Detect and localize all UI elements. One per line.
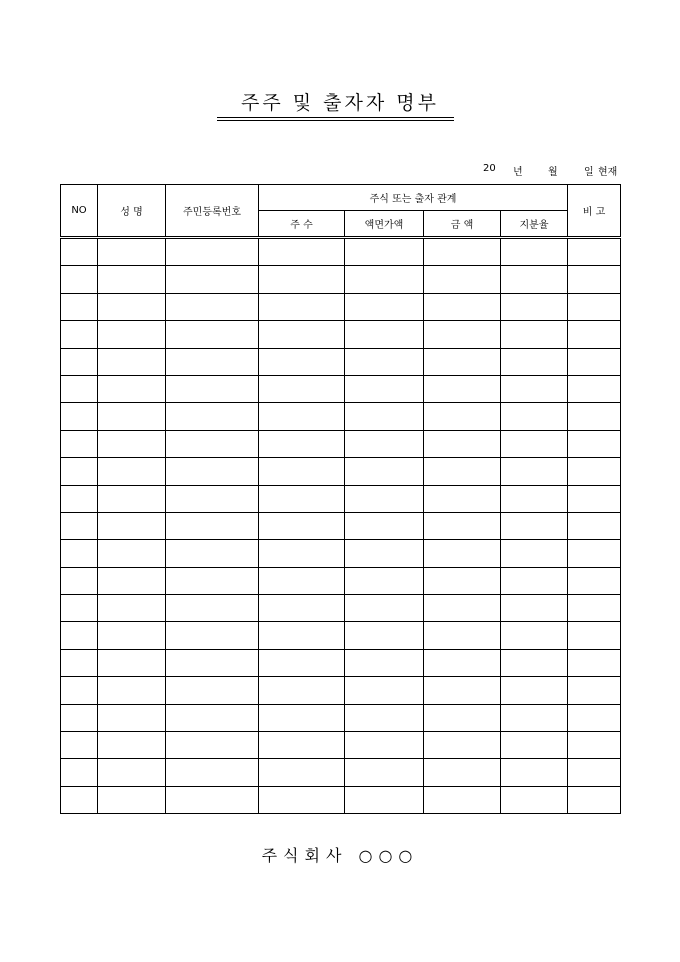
table-cell[interactable] — [501, 677, 568, 704]
table-cell[interactable] — [568, 595, 621, 622]
table-cell[interactable] — [424, 458, 501, 485]
table-cell[interactable] — [424, 266, 501, 293]
table-cell[interactable] — [568, 512, 621, 539]
table-cell[interactable] — [424, 677, 501, 704]
table-row — [61, 512, 621, 539]
table-cell[interactable] — [424, 430, 501, 457]
table-body — [61, 238, 621, 814]
table-cell[interactable] — [345, 540, 424, 567]
table-cell[interactable] — [166, 595, 259, 622]
table-row — [61, 540, 621, 567]
table-cell[interactable] — [259, 595, 345, 622]
table-cell[interactable] — [424, 238, 501, 266]
table-cell[interactable] — [166, 266, 259, 293]
table-cell[interactable] — [568, 786, 621, 813]
table-cell[interactable] — [259, 485, 345, 512]
table-row — [61, 348, 621, 375]
table-cell[interactable] — [259, 403, 345, 430]
table-cell[interactable] — [568, 238, 621, 266]
table-cell[interactable] — [61, 321, 98, 348]
table-cell[interactable] — [345, 649, 424, 676]
date-day-label: 일 — [584, 167, 594, 178]
table-cell[interactable] — [259, 622, 345, 649]
table-cell[interactable] — [259, 238, 345, 266]
table-cell[interactable] — [501, 786, 568, 813]
header-name: 성 명 — [98, 185, 166, 238]
table-cell[interactable] — [98, 403, 166, 430]
date-month-label: 월 — [548, 167, 558, 178]
table-cell[interactable] — [345, 567, 424, 594]
table-cell[interactable] — [568, 732, 621, 759]
table-cell[interactable] — [61, 430, 98, 457]
table-cell[interactable] — [61, 567, 98, 594]
table-cell[interactable] — [61, 512, 98, 539]
table-cell[interactable] — [501, 458, 568, 485]
table-row — [61, 759, 621, 786]
table-cell[interactable] — [345, 321, 424, 348]
table-cell[interactable] — [501, 430, 568, 457]
header-no: NO — [61, 185, 98, 238]
table-cell[interactable] — [568, 759, 621, 786]
table-cell[interactable] — [166, 622, 259, 649]
table-cell[interactable] — [568, 458, 621, 485]
table-cell[interactable] — [424, 622, 501, 649]
table-cell[interactable] — [61, 786, 98, 813]
table-cell[interactable] — [345, 759, 424, 786]
table-cell[interactable] — [166, 759, 259, 786]
table-cell[interactable] — [424, 375, 501, 402]
table-cell[interactable] — [501, 375, 568, 402]
document-title: 주주 및 출자자 명부 — [241, 92, 439, 114]
table-cell[interactable] — [61, 293, 98, 320]
table-cell[interactable] — [98, 704, 166, 731]
table-cell[interactable] — [98, 786, 166, 813]
table-cell[interactable] — [166, 293, 259, 320]
table-cell[interactable] — [345, 677, 424, 704]
table-cell[interactable] — [501, 485, 568, 512]
table-cell[interactable] — [568, 677, 621, 704]
table-cell[interactable] — [568, 266, 621, 293]
table-cell[interactable] — [166, 786, 259, 813]
table-cell[interactable] — [166, 458, 259, 485]
table-cell[interactable] — [501, 704, 568, 731]
table-cell[interactable] — [98, 677, 166, 704]
table-cell[interactable] — [424, 595, 501, 622]
table-cell[interactable] — [259, 786, 345, 813]
table-cell[interactable] — [345, 348, 424, 375]
table-cell[interactable] — [61, 266, 98, 293]
table-cell[interactable] — [259, 458, 345, 485]
table-cell[interactable] — [345, 512, 424, 539]
table-cell[interactable] — [259, 348, 345, 375]
table-row — [61, 485, 621, 512]
table-cell[interactable] — [166, 321, 259, 348]
header-amount: 금 액 — [424, 211, 501, 238]
table-cell[interactable] — [259, 677, 345, 704]
table-cell[interactable] — [501, 238, 568, 266]
table-cell[interactable] — [568, 348, 621, 375]
table-row — [61, 266, 621, 293]
table-cell[interactable] — [568, 540, 621, 567]
shareholder-register-table — [60, 184, 621, 814]
table-cell[interactable] — [501, 649, 568, 676]
table-cell[interactable] — [98, 458, 166, 485]
table-cell[interactable] — [61, 759, 98, 786]
title-underline — [217, 117, 454, 118]
table-cell[interactable] — [345, 595, 424, 622]
table-cell[interactable] — [166, 485, 259, 512]
table-row — [61, 458, 621, 485]
table-cell[interactable] — [501, 293, 568, 320]
table-row — [61, 321, 621, 348]
table-cell[interactable] — [98, 430, 166, 457]
date-as-of-label: 현재 — [598, 167, 618, 178]
table-cell[interactable] — [345, 375, 424, 402]
table-row — [61, 238, 621, 266]
table-cell[interactable] — [166, 732, 259, 759]
table-cell[interactable] — [259, 266, 345, 293]
table-cell[interactable] — [424, 485, 501, 512]
table-cell[interactable] — [98, 293, 166, 320]
table-cell[interactable] — [98, 266, 166, 293]
table-cell[interactable] — [166, 649, 259, 676]
header-share-relation: 주식 또는 출자 관계 — [259, 185, 568, 211]
table-cell[interactable] — [259, 704, 345, 731]
table-cell[interactable] — [568, 649, 621, 676]
table-cell[interactable] — [259, 759, 345, 786]
table-cell[interactable] — [166, 348, 259, 375]
table-cell[interactable] — [98, 759, 166, 786]
table-cell[interactable] — [345, 732, 424, 759]
table-cell[interactable] — [98, 348, 166, 375]
table-cell[interactable] — [166, 677, 259, 704]
table-cell[interactable] — [568, 567, 621, 594]
date-year-label: 년 — [513, 167, 523, 178]
table-cell[interactable] — [568, 430, 621, 457]
header-remarks: 비 고 — [568, 185, 621, 238]
table-cell[interactable] — [166, 403, 259, 430]
table-cell[interactable] — [345, 238, 424, 266]
table-row — [61, 403, 621, 430]
table-cell[interactable] — [345, 485, 424, 512]
table-cell[interactable] — [259, 567, 345, 594]
table-cell[interactable] — [166, 567, 259, 594]
table-cell[interactable] — [259, 375, 345, 402]
table-cell[interactable] — [501, 622, 568, 649]
table-cell[interactable] — [424, 759, 501, 786]
table-cell[interactable] — [501, 266, 568, 293]
table-cell[interactable] — [61, 649, 98, 676]
header-ownership-ratio: 지분율 — [501, 211, 568, 238]
table-cell[interactable] — [61, 403, 98, 430]
table-cell[interactable] — [98, 512, 166, 539]
table-cell[interactable] — [424, 567, 501, 594]
table-cell[interactable] — [98, 649, 166, 676]
table-cell[interactable] — [61, 348, 98, 375]
table-cell[interactable] — [345, 622, 424, 649]
table-cell[interactable] — [166, 430, 259, 457]
table-cell[interactable] — [424, 540, 501, 567]
table-cell[interactable] — [98, 321, 166, 348]
table-cell[interactable] — [166, 375, 259, 402]
table-cell[interactable] — [345, 266, 424, 293]
table-cell[interactable] — [424, 403, 501, 430]
table-cell[interactable] — [61, 732, 98, 759]
table-cell[interactable] — [345, 293, 424, 320]
header-par-value: 액면가액 — [345, 211, 424, 238]
table-cell[interactable] — [501, 348, 568, 375]
table-cell[interactable] — [345, 403, 424, 430]
table-cell[interactable] — [61, 458, 98, 485]
table-row — [61, 293, 621, 320]
table-cell[interactable] — [61, 485, 98, 512]
table-cell[interactable] — [345, 704, 424, 731]
table-cell[interactable] — [61, 704, 98, 731]
table-cell[interactable] — [166, 512, 259, 539]
table-cell[interactable] — [568, 293, 621, 320]
table-cell[interactable] — [424, 348, 501, 375]
table-cell[interactable] — [501, 321, 568, 348]
table-cell[interactable] — [345, 430, 424, 457]
table-row — [61, 704, 621, 731]
table-cell[interactable] — [501, 595, 568, 622]
table-cell[interactable] — [259, 512, 345, 539]
table-cell[interactable] — [424, 704, 501, 731]
table-cell[interactable] — [345, 458, 424, 485]
company-name-footer: 주식회사 ○○○ — [261, 846, 419, 865]
table-cell[interactable] — [568, 321, 621, 348]
table-cell[interactable] — [98, 375, 166, 402]
table-cell[interactable] — [424, 321, 501, 348]
table-cell[interactable] — [61, 595, 98, 622]
header-resident-number: 주민등록번호 — [166, 185, 259, 238]
table-row — [61, 430, 621, 457]
table-row — [61, 732, 621, 759]
table-cell[interactable] — [259, 321, 345, 348]
table-cell[interactable] — [98, 238, 166, 266]
table-cell[interactable] — [259, 649, 345, 676]
table-cell[interactable] — [61, 238, 98, 266]
table-cell[interactable] — [424, 512, 501, 539]
table-cell[interactable] — [61, 677, 98, 704]
date-year-prefix: 20 — [483, 163, 496, 174]
table-cell[interactable] — [424, 649, 501, 676]
table-cell[interactable] — [424, 732, 501, 759]
table-cell[interactable] — [98, 485, 166, 512]
table-cell[interactable] — [61, 540, 98, 567]
table-cell[interactable] — [424, 786, 501, 813]
table-cell[interactable] — [98, 622, 166, 649]
table-cell[interactable] — [98, 732, 166, 759]
table-cell[interactable] — [61, 375, 98, 402]
table-cell[interactable] — [259, 732, 345, 759]
table-row — [61, 567, 621, 594]
table-row — [61, 649, 621, 676]
table-cell[interactable] — [501, 540, 568, 567]
table-cell[interactable] — [259, 293, 345, 320]
table-cell[interactable] — [568, 485, 621, 512]
table-cell[interactable] — [259, 430, 345, 457]
table-cell[interactable] — [98, 595, 166, 622]
table-row — [61, 786, 621, 813]
title-underline-double — [217, 120, 454, 121]
table-cell[interactable] — [568, 375, 621, 402]
table-cell[interactable] — [166, 238, 259, 266]
table-cell[interactable] — [568, 704, 621, 731]
table-cell[interactable] — [98, 567, 166, 594]
table-cell[interactable] — [501, 512, 568, 539]
table-cell[interactable] — [61, 622, 98, 649]
table-cell[interactable] — [501, 759, 568, 786]
table-row — [61, 375, 621, 402]
table-cell[interactable] — [568, 403, 621, 430]
table-row — [61, 622, 621, 649]
table-cell[interactable] — [98, 540, 166, 567]
table-cell[interactable] — [259, 540, 345, 567]
header-share-count: 주 수 — [259, 211, 345, 238]
table-cell[interactable] — [345, 786, 424, 813]
table-cell[interactable] — [424, 293, 501, 320]
table-cell[interactable] — [166, 704, 259, 731]
table-row — [61, 595, 621, 622]
table-cell[interactable] — [501, 403, 568, 430]
table-cell[interactable] — [568, 622, 621, 649]
table-cell[interactable] — [501, 732, 568, 759]
table-cell[interactable] — [166, 540, 259, 567]
table-row — [61, 677, 621, 704]
table-cell[interactable] — [501, 567, 568, 594]
